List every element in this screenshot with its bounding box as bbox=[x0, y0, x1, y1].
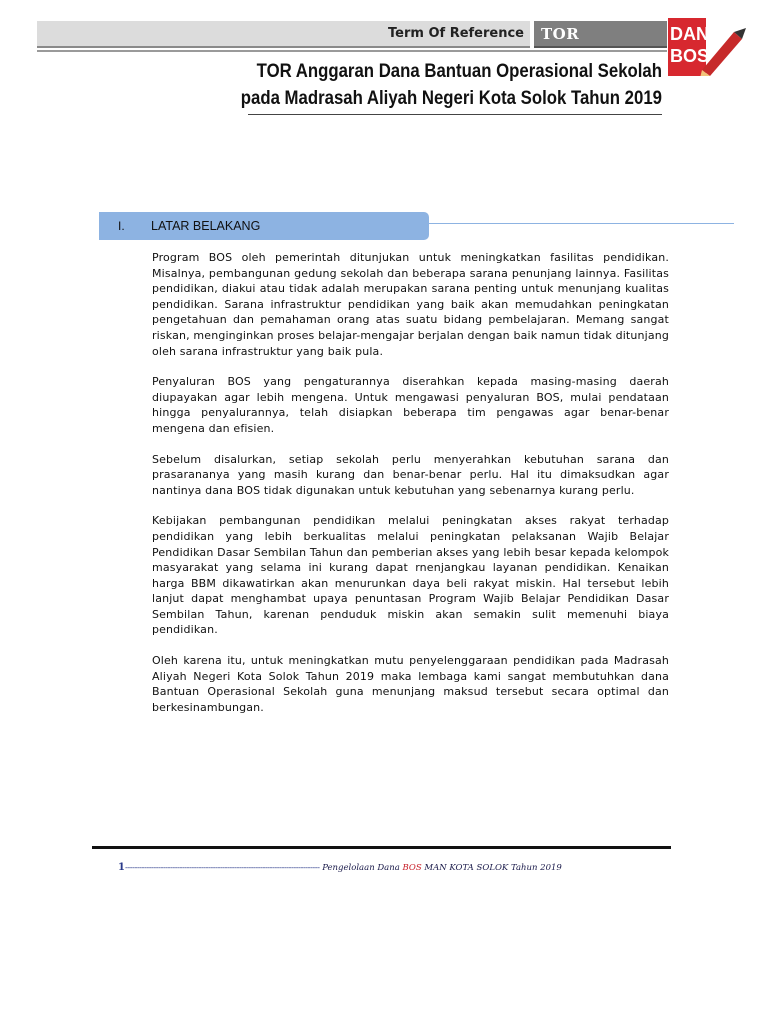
footer-text-pre: Pengelolaan Dana bbox=[322, 863, 400, 873]
section-title: LATAR BELAKANG bbox=[151, 219, 261, 233]
paragraph: Penyaluran BOS yang pengaturannya diserahkan kepada masing-masing daerah diupayakan agar lebih mengena. Untuk mengawasi penyaluran BOS, mulai pendataan hingga penyalurannya, telah disiapkan beberapa tim pengawas agar benar-benar mengena dan efisien. bbox=[152, 375, 669, 435]
title-line-1: TOR Anggaran Dana Bantuan Operasional Sekolah bbox=[256, 60, 662, 82]
footer-dashes: ---------------------------------------------------------------------------------- bbox=[124, 863, 320, 873]
header-tor-label: TOR bbox=[541, 25, 580, 43]
body-text bbox=[152, 250, 669, 730]
section-heading-bar bbox=[99, 212, 429, 240]
header-label: Term Of Reference bbox=[388, 26, 524, 41]
dana-bos-logo-icon bbox=[668, 18, 748, 76]
footer-rule bbox=[92, 846, 671, 849]
logo-word-bos: BOS bbox=[670, 46, 710, 66]
header-rule bbox=[37, 50, 667, 52]
header-tor-tag bbox=[534, 21, 667, 48]
page-title bbox=[215, 58, 662, 112]
title-underline bbox=[248, 114, 662, 115]
footer bbox=[118, 862, 562, 873]
section-number: I. bbox=[118, 219, 125, 233]
title-line-2: pada Madrasah Aliyah Negeri Kota Solok Tahun 2019 bbox=[240, 87, 662, 109]
footer-text-bos: BOS bbox=[402, 863, 422, 873]
page-number: 1 bbox=[118, 862, 125, 873]
section-rule bbox=[429, 223, 734, 224]
logo-word-dana: DANA bbox=[670, 24, 722, 44]
paragraph: Kebijakan pembangunan pendidikan melalui peningkatan akses rakyat terhadap pendidikan yang lebih berkualitas melalui peningkatan pelaksanan Wajib Belajar Pendidikan Dasar Sembilan Tahun dan pemberian akses yang lebih besar kepada kelompok masyarakat yang selama ini kurang dapat rnenjangkau layanan pendidikan. Kenaikan harga BBM dikawatirkan akan menurunkan daya beli rakyat miskin. Hal tersebut lebih lanjut dapat menghambat upaya penuntasan Program Wajib Belajar Pendidikan Dasar Sembilan Tahun, karenan penduduk miskin akan semakin sulit memenuhi biaya pendidikan. bbox=[152, 514, 669, 637]
header-bar bbox=[37, 21, 530, 48]
paragraph: Sebelum disalurkan, setiap sekolah perlu menyerahkan kebutuhan sarana dan prasarananya yang masih kurang dan benar-benar perlu. Hal itu dimaksudkan agar nantinya dana BOS tidak digunakan untuk kebutuhan yang sebenarnya kurang perlu. bbox=[152, 452, 669, 497]
paragraph: Oleh karena itu, untuk meningkatkan mutu penyelenggaraan pendidikan pada Madrasah Aliyah Negeri Kota Solok Tahun 2019 maka lembaga kami sangat membutuhkan dana Bantuan Operasional Sekolah guna menunjang maksud tersebut secara optimal dan berkesinambungan. bbox=[152, 654, 669, 714]
footer-text-post: MAN KOTA SOLOK Tahun 2019 bbox=[424, 863, 562, 873]
paragraph: Program BOS oleh pemerintah ditunjukan untuk meningkatkan fasilitas pendidikan. Misalnya, pembangunan gedung sekolah dan beberapa sarana penunjang lainnya. Fasilitas pendidikan, diakui atau tidak adalah merupakan sarana penting untuk menunjang kualitas pendidikan. Sarana infrastruktur pendidikan yang baik akan memudahkan peningkatan pengetahuan dan pemahaman orang atas suatu bidang pembelajaran. Memang sangat riskan, menginginkan proses belajar-mengajar berjalan dengan baik namun tidak ditunjang oleh sarana infrastruktur yang baik pula. bbox=[152, 251, 669, 358]
